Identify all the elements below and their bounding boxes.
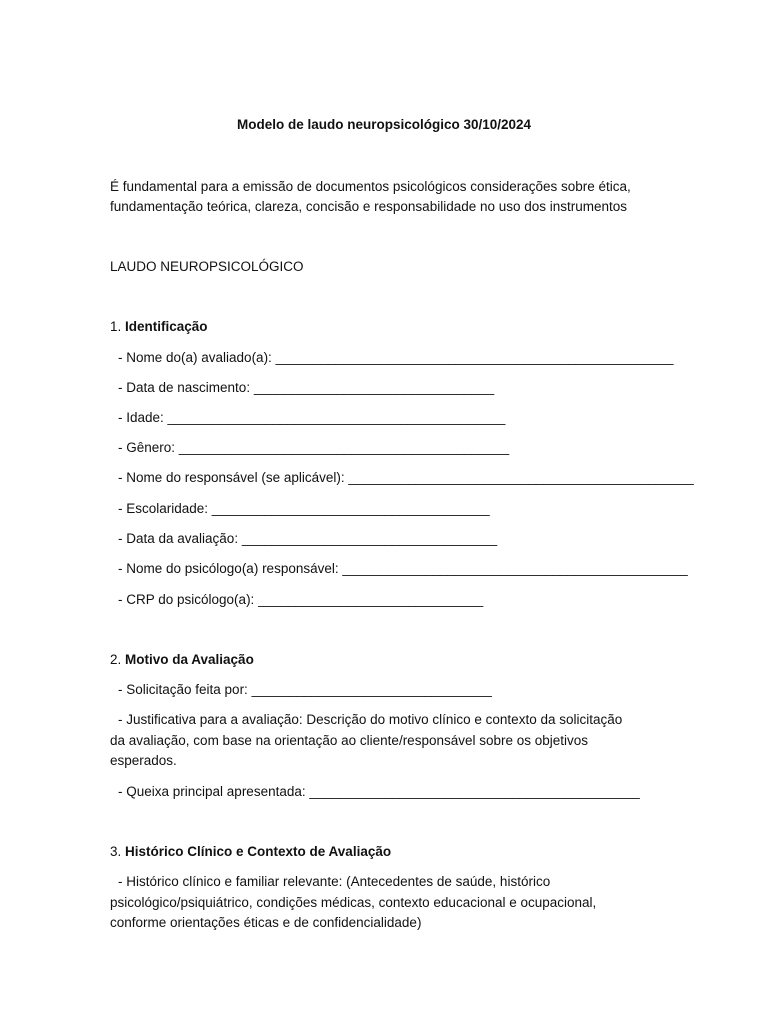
field-escolaridade[interactable]: - Escolaridade: _____________________________________ (118, 501, 490, 516)
section1-number: 1. (110, 319, 122, 334)
justificativa-line-2: da avaliação, com base na orientação ao cliente/responsável sobre os objetivos (110, 733, 589, 748)
section1-heading (110, 317, 208, 337)
historico-line-1: - Histórico clínico e familiar relevante: (Antecedentes de saúde, histórico (118, 874, 551, 889)
field-queixa[interactable]: - Queixa principal apresentada: ____________________________________________ (118, 784, 640, 799)
section3-title: Histórico Clínico e Contexto de Avaliação (125, 844, 392, 859)
historico-line-2: psicológico/psiquiátrico, condições médicas, contexto educacional e ocupacional, (110, 895, 597, 910)
section2-title: Motivo da Avaliação (125, 652, 254, 667)
field-idade[interactable]: - Idade: _____________________________________________ (118, 410, 506, 425)
field-nome-avaliado[interactable]: - Nome do(a) avaliado(a): _____________________________________________________ (118, 350, 674, 365)
justificativa-line-3: esperados. (110, 753, 177, 768)
field-genero[interactable]: - Gênero: ____________________________________________ (118, 440, 510, 455)
historico-line-3: conforme orientações éticas e de confidencialidade) (110, 915, 422, 930)
document-title: Modelo de laudo neuropsicológico 30/10/2024 (236, 117, 532, 132)
report-heading: LAUDO NEUROPSICOLÓGICO (110, 259, 304, 274)
field-data-nascimento[interactable]: - Data de nascimento: ________________________________ (118, 380, 495, 395)
section3-number: 3. (110, 844, 122, 859)
section3-heading (110, 842, 391, 862)
section2-heading (110, 650, 254, 670)
intro-line-2: fundamentação teórica, clareza, concisão e responsabilidade no uso dos instrumentos (110, 199, 628, 214)
intro-line-1: É fundamental para a emissão de documentos psicológicos considerações sobre ética, (110, 179, 631, 194)
field-crp-psicologo[interactable]: - CRP do psicólogo(a): ______________________________ (118, 592, 484, 607)
field-solicitacao[interactable]: - Solicitação feita por: ________________________________ (118, 682, 492, 697)
section2-number: 2. (110, 652, 122, 667)
field-nome-psicologo[interactable]: - Nome do psicólogo(a) responsável: ______________________________________________ (118, 561, 688, 576)
section1-title: Identificação (125, 319, 208, 334)
field-nome-responsavel[interactable]: - Nome do responsável (se aplicável): ______________________________________________ (118, 470, 694, 485)
justificativa-line-1: - Justificativa para a avaliação: Descrição do motivo clínico e contexto da solicitação (118, 712, 623, 727)
field-data-avaliacao[interactable]: - Data da avaliação: __________________________________ (118, 531, 498, 546)
